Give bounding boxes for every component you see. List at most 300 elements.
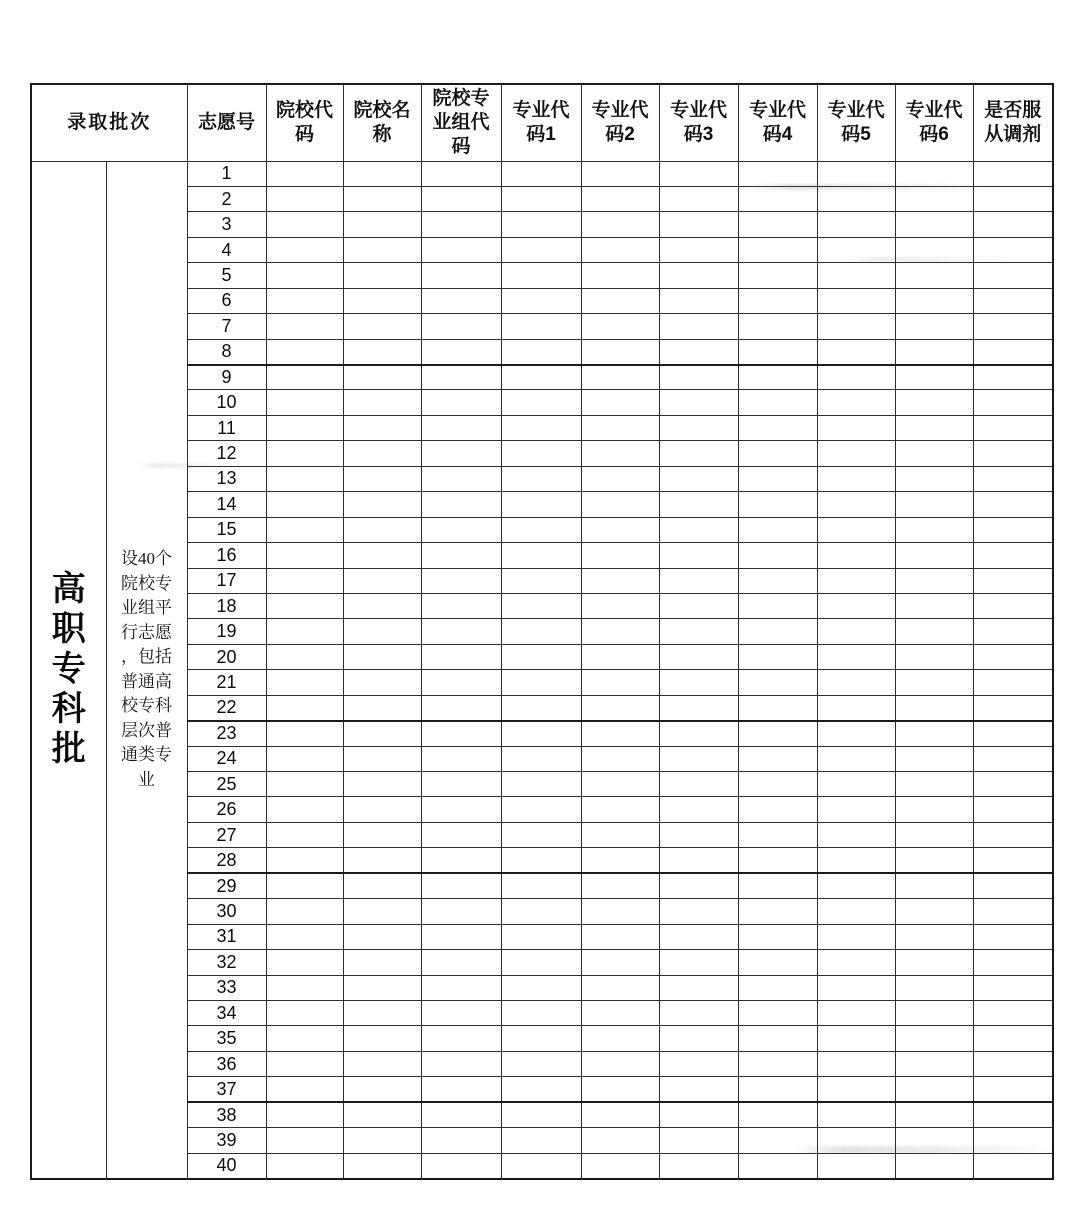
major-code-5-cell — [817, 1077, 895, 1102]
volunteer-number-cell: 36 — [187, 1051, 266, 1076]
major-code-2-cell — [581, 975, 659, 1000]
volunteer-number-cell: 21 — [187, 670, 266, 695]
institution-name-cell — [343, 1153, 421, 1178]
major-code-1-cell — [501, 1153, 581, 1178]
major-code-1-cell — [501, 619, 581, 644]
major-code-1-cell — [501, 390, 581, 415]
obey-adjustment-cell — [973, 314, 1053, 339]
major-code-1-cell — [501, 161, 581, 186]
major-code-1-cell — [501, 492, 581, 517]
major-code-2-cell — [581, 288, 659, 313]
volunteer-number-cell: 17 — [187, 568, 266, 593]
volunteer-number-cell: 10 — [187, 390, 266, 415]
institution-major-group-code-cell — [421, 1051, 501, 1076]
major-code-1-cell — [501, 1128, 581, 1153]
major-code-6-cell — [895, 1026, 973, 1051]
major-code-3-cell — [659, 848, 738, 873]
obey-adjustment-cell — [973, 568, 1053, 593]
major-code-2-cell — [581, 161, 659, 186]
major-code-3-cell — [659, 593, 738, 618]
volunteer-number-cell: 19 — [187, 619, 266, 644]
major-code-1-cell — [501, 415, 581, 440]
col-header-major-code-2: 专业代码2 — [581, 84, 659, 161]
major-code-2-cell — [581, 873, 659, 898]
major-code-6-cell — [895, 161, 973, 186]
institution-code-cell — [266, 593, 343, 618]
major-code-4-cell — [738, 822, 817, 847]
obey-adjustment-cell — [973, 746, 1053, 771]
major-code-2-cell — [581, 415, 659, 440]
major-code-6-cell — [895, 263, 973, 288]
major-code-3-cell — [659, 721, 738, 746]
institution-major-group-code-cell — [421, 492, 501, 517]
obey-adjustment-cell — [973, 670, 1053, 695]
major-code-3-cell — [659, 390, 738, 415]
institution-major-group-code-cell — [421, 415, 501, 440]
major-code-4-cell — [738, 517, 817, 542]
major-code-5-cell — [817, 212, 895, 237]
obey-adjustment-cell — [973, 365, 1053, 390]
major-code-1-cell — [501, 975, 581, 1000]
major-code-6-cell — [895, 568, 973, 593]
major-code-2-cell — [581, 568, 659, 593]
volunteer-number-cell: 1 — [187, 161, 266, 186]
institution-code-cell — [266, 695, 343, 720]
major-code-4-cell — [738, 441, 817, 466]
major-code-3-cell — [659, 873, 738, 898]
major-code-5-cell — [817, 339, 895, 364]
volunteer-number-cell: 37 — [187, 1077, 266, 1102]
obey-adjustment-cell — [973, 466, 1053, 491]
major-code-6-cell — [895, 390, 973, 415]
major-code-6-cell — [895, 950, 973, 975]
major-code-6-cell — [895, 415, 973, 440]
institution-major-group-code-cell — [421, 288, 501, 313]
major-code-3-cell — [659, 237, 738, 262]
institution-name-cell — [343, 161, 421, 186]
volunteer-number-cell: 2 — [187, 186, 266, 211]
major-code-3-cell — [659, 1077, 738, 1102]
col-header-institution-code: 院校代码 — [266, 84, 343, 161]
major-code-2-cell — [581, 848, 659, 873]
major-code-6-cell — [895, 695, 973, 720]
major-code-5-cell — [817, 899, 895, 924]
major-code-1-cell — [501, 1077, 581, 1102]
col-header-institution-name: 院校名称 — [343, 84, 421, 161]
major-code-5-cell — [817, 1102, 895, 1127]
obey-adjustment-cell — [973, 644, 1053, 669]
institution-major-group-code-cell — [421, 212, 501, 237]
institution-major-group-code-cell — [421, 593, 501, 618]
volunteer-application-table — [30, 83, 1054, 1180]
institution-name-cell — [343, 950, 421, 975]
col-header-major-code-5: 专业代码5 — [817, 84, 895, 161]
major-code-4-cell — [738, 492, 817, 517]
form-row-1 — [31, 161, 1053, 186]
major-code-5-cell — [817, 543, 895, 568]
major-code-6-cell — [895, 186, 973, 211]
major-code-2-cell — [581, 1153, 659, 1178]
major-code-4-cell — [738, 593, 817, 618]
institution-name-cell — [343, 822, 421, 847]
major-code-3-cell — [659, 517, 738, 542]
major-code-1-cell — [501, 441, 581, 466]
major-code-5-cell — [817, 466, 895, 491]
major-code-6-cell — [895, 644, 973, 669]
major-code-4-cell — [738, 975, 817, 1000]
institution-name-cell — [343, 873, 421, 898]
institution-code-cell — [266, 873, 343, 898]
obey-adjustment-cell — [973, 1026, 1053, 1051]
major-code-6-cell — [895, 924, 973, 949]
institution-name-cell — [343, 263, 421, 288]
major-code-1-cell — [501, 899, 581, 924]
institution-code-cell — [266, 339, 343, 364]
major-code-4-cell — [738, 568, 817, 593]
institution-code-cell — [266, 772, 343, 797]
major-code-1-cell — [501, 593, 581, 618]
volunteer-number-cell: 4 — [187, 237, 266, 262]
major-code-2-cell — [581, 797, 659, 822]
batch-note-cell — [106, 161, 187, 1179]
major-code-4-cell — [738, 212, 817, 237]
major-code-1-cell — [501, 186, 581, 211]
institution-code-cell — [266, 1051, 343, 1076]
volunteer-number-cell: 32 — [187, 950, 266, 975]
major-code-1-cell — [501, 797, 581, 822]
institution-name-cell — [343, 746, 421, 771]
major-code-1-cell — [501, 746, 581, 771]
major-code-3-cell — [659, 924, 738, 949]
obey-adjustment-cell — [973, 441, 1053, 466]
major-code-2-cell — [581, 772, 659, 797]
institution-code-cell — [266, 441, 343, 466]
major-code-4-cell — [738, 186, 817, 211]
institution-code-cell — [266, 797, 343, 822]
major-code-3-cell — [659, 822, 738, 847]
institution-major-group-code-cell — [421, 263, 501, 288]
major-code-6-cell — [895, 441, 973, 466]
batch-name-label: 高职专科批 — [51, 570, 86, 768]
major-code-4-cell — [738, 924, 817, 949]
institution-major-group-code-cell — [421, 365, 501, 390]
institution-code-cell — [266, 314, 343, 339]
institution-name-cell — [343, 543, 421, 568]
major-code-3-cell — [659, 975, 738, 1000]
major-code-3-cell — [659, 288, 738, 313]
volunteer-number-cell: 29 — [187, 873, 266, 898]
major-code-2-cell — [581, 314, 659, 339]
volunteer-number-cell: 28 — [187, 848, 266, 873]
major-code-2-cell — [581, 1102, 659, 1127]
institution-name-cell — [343, 644, 421, 669]
major-code-6-cell — [895, 619, 973, 644]
major-code-2-cell — [581, 1051, 659, 1076]
major-code-3-cell — [659, 1128, 738, 1153]
major-code-6-cell — [895, 1051, 973, 1076]
major-code-4-cell — [738, 161, 817, 186]
obey-adjustment-cell — [973, 950, 1053, 975]
institution-name-cell — [343, 568, 421, 593]
institution-code-cell — [266, 848, 343, 873]
institution-code-cell — [266, 1128, 343, 1153]
obey-adjustment-cell — [973, 161, 1053, 186]
major-code-2-cell — [581, 441, 659, 466]
major-code-3-cell — [659, 365, 738, 390]
major-code-6-cell — [895, 212, 973, 237]
major-code-2-cell — [581, 543, 659, 568]
major-code-6-cell — [895, 848, 973, 873]
major-code-5-cell — [817, 492, 895, 517]
major-code-4-cell — [738, 899, 817, 924]
col-header-admission-batch: 录取批次 — [31, 84, 187, 161]
major-code-5-cell — [817, 924, 895, 949]
major-code-5-cell — [817, 772, 895, 797]
major-code-6-cell — [895, 288, 973, 313]
major-code-2-cell — [581, 695, 659, 720]
major-code-5-cell — [817, 644, 895, 669]
institution-major-group-code-cell — [421, 390, 501, 415]
obey-adjustment-cell — [973, 848, 1053, 873]
major-code-5-cell — [817, 950, 895, 975]
major-code-4-cell — [738, 950, 817, 975]
obey-adjustment-cell — [973, 492, 1053, 517]
major-code-6-cell — [895, 721, 973, 746]
institution-major-group-code-cell — [421, 1077, 501, 1102]
major-code-2-cell — [581, 390, 659, 415]
major-code-5-cell — [817, 1026, 895, 1051]
institution-code-cell — [266, 415, 343, 440]
major-code-1-cell — [501, 237, 581, 262]
institution-name-cell — [343, 797, 421, 822]
institution-name-cell — [343, 1051, 421, 1076]
major-code-4-cell — [738, 644, 817, 669]
institution-major-group-code-cell — [421, 670, 501, 695]
major-code-1-cell — [501, 1026, 581, 1051]
major-code-4-cell — [738, 721, 817, 746]
major-code-2-cell — [581, 517, 659, 542]
major-code-5-cell — [817, 797, 895, 822]
institution-major-group-code-cell — [421, 746, 501, 771]
major-code-2-cell — [581, 670, 659, 695]
major-code-4-cell — [738, 1051, 817, 1076]
obey-adjustment-cell — [973, 339, 1053, 364]
major-code-4-cell — [738, 415, 817, 440]
major-code-4-cell — [738, 797, 817, 822]
institution-name-cell — [343, 695, 421, 720]
obey-adjustment-cell — [973, 1077, 1053, 1102]
institution-name-cell — [343, 772, 421, 797]
institution-major-group-code-cell — [421, 1102, 501, 1127]
obey-adjustment-cell — [973, 415, 1053, 440]
institution-major-group-code-cell — [421, 975, 501, 1000]
volunteer-number-cell: 5 — [187, 263, 266, 288]
batch-name-cell — [31, 161, 106, 1179]
major-code-6-cell — [895, 797, 973, 822]
institution-code-cell — [266, 517, 343, 542]
major-code-3-cell — [659, 670, 738, 695]
institution-name-cell — [343, 314, 421, 339]
volunteer-number-cell: 30 — [187, 899, 266, 924]
institution-major-group-code-cell — [421, 161, 501, 186]
institution-code-cell — [266, 568, 343, 593]
institution-code-cell — [266, 950, 343, 975]
institution-name-cell — [343, 237, 421, 262]
volunteer-number-cell: 7 — [187, 314, 266, 339]
major-code-6-cell — [895, 1153, 973, 1178]
volunteer-number-cell: 16 — [187, 543, 266, 568]
col-header-major-code-6: 专业代码6 — [895, 84, 973, 161]
major-code-6-cell — [895, 873, 973, 898]
obey-adjustment-cell — [973, 237, 1053, 262]
obey-adjustment-cell — [973, 1051, 1053, 1076]
major-code-6-cell — [895, 746, 973, 771]
obey-adjustment-cell — [973, 924, 1053, 949]
major-code-2-cell — [581, 237, 659, 262]
institution-major-group-code-cell — [421, 237, 501, 262]
major-code-4-cell — [738, 314, 817, 339]
institution-code-cell — [266, 1153, 343, 1178]
col-header-major-code-4: 专业代码4 — [738, 84, 817, 161]
major-code-3-cell — [659, 543, 738, 568]
institution-code-cell — [266, 237, 343, 262]
major-code-4-cell — [738, 695, 817, 720]
institution-major-group-code-cell — [421, 721, 501, 746]
obey-adjustment-cell — [973, 1128, 1053, 1153]
institution-code-cell — [266, 263, 343, 288]
major-code-5-cell — [817, 263, 895, 288]
obey-adjustment-cell — [973, 1000, 1053, 1025]
institution-code-cell — [266, 1000, 343, 1025]
col-header-major-code-3: 专业代码3 — [659, 84, 738, 161]
institution-name-cell — [343, 1102, 421, 1127]
institution-major-group-code-cell — [421, 339, 501, 364]
major-code-3-cell — [659, 1102, 738, 1127]
institution-name-cell — [343, 441, 421, 466]
header-row — [31, 84, 1053, 161]
institution-code-cell — [266, 543, 343, 568]
major-code-3-cell — [659, 212, 738, 237]
volunteer-number-cell: 34 — [187, 1000, 266, 1025]
major-code-6-cell — [895, 543, 973, 568]
major-code-5-cell — [817, 695, 895, 720]
institution-name-cell — [343, 670, 421, 695]
major-code-1-cell — [501, 517, 581, 542]
obey-adjustment-cell — [973, 721, 1053, 746]
institution-name-cell — [343, 975, 421, 1000]
major-code-2-cell — [581, 263, 659, 288]
volunteer-number-cell: 24 — [187, 746, 266, 771]
batch-note-text: 设40个院校专业组平行志愿，包括普通高校专科层次普通类专业 — [121, 549, 172, 789]
major-code-4-cell — [738, 237, 817, 262]
volunteer-number-cell: 39 — [187, 1128, 266, 1153]
major-code-6-cell — [895, 772, 973, 797]
major-code-5-cell — [817, 1051, 895, 1076]
major-code-1-cell — [501, 1051, 581, 1076]
major-code-3-cell — [659, 441, 738, 466]
major-code-6-cell — [895, 517, 973, 542]
institution-code-cell — [266, 186, 343, 211]
institution-name-cell — [343, 365, 421, 390]
major-code-2-cell — [581, 1128, 659, 1153]
major-code-4-cell — [738, 543, 817, 568]
major-code-3-cell — [659, 899, 738, 924]
institution-major-group-code-cell — [421, 848, 501, 873]
institution-code-cell — [266, 899, 343, 924]
major-code-6-cell — [895, 1000, 973, 1025]
major-code-1-cell — [501, 314, 581, 339]
major-code-2-cell — [581, 1077, 659, 1102]
obey-adjustment-cell — [973, 263, 1053, 288]
major-code-1-cell — [501, 568, 581, 593]
obey-adjustment-cell — [973, 619, 1053, 644]
major-code-1-cell — [501, 466, 581, 491]
institution-code-cell — [266, 975, 343, 1000]
institution-code-cell — [266, 924, 343, 949]
institution-code-cell — [266, 619, 343, 644]
major-code-6-cell — [895, 466, 973, 491]
major-code-6-cell — [895, 1128, 973, 1153]
col-header-obey-adjustment: 是否服从调剂 — [973, 84, 1053, 161]
institution-major-group-code-cell — [421, 441, 501, 466]
major-code-5-cell — [817, 822, 895, 847]
major-code-2-cell — [581, 822, 659, 847]
major-code-4-cell — [738, 466, 817, 491]
institution-name-cell — [343, 517, 421, 542]
volunteer-number-cell: 25 — [187, 772, 266, 797]
obey-adjustment-cell — [973, 797, 1053, 822]
major-code-6-cell — [895, 339, 973, 364]
col-header-major-code-1: 专业代码1 — [501, 84, 581, 161]
major-code-1-cell — [501, 543, 581, 568]
major-code-4-cell — [738, 288, 817, 313]
major-code-1-cell — [501, 873, 581, 898]
volunteer-number-cell: 14 — [187, 492, 266, 517]
institution-major-group-code-cell — [421, 1026, 501, 1051]
institution-code-cell — [266, 212, 343, 237]
institution-code-cell — [266, 670, 343, 695]
major-code-2-cell — [581, 365, 659, 390]
volunteer-number-cell: 27 — [187, 822, 266, 847]
institution-major-group-code-cell — [421, 1000, 501, 1025]
volunteer-number-cell: 31 — [187, 924, 266, 949]
institution-code-cell — [266, 746, 343, 771]
major-code-4-cell — [738, 619, 817, 644]
major-code-1-cell — [501, 670, 581, 695]
major-code-4-cell — [738, 772, 817, 797]
major-code-4-cell — [738, 746, 817, 771]
institution-name-cell — [343, 593, 421, 618]
institution-major-group-code-cell — [421, 186, 501, 211]
major-code-1-cell — [501, 212, 581, 237]
institution-name-cell — [343, 1026, 421, 1051]
major-code-1-cell — [501, 1102, 581, 1127]
institution-code-cell — [266, 1102, 343, 1127]
institution-code-cell — [266, 466, 343, 491]
institution-name-cell — [343, 721, 421, 746]
major-code-1-cell — [501, 1000, 581, 1025]
volunteer-number-cell: 6 — [187, 288, 266, 313]
volunteer-number-cell: 33 — [187, 975, 266, 1000]
major-code-2-cell — [581, 644, 659, 669]
volunteer-number-cell: 23 — [187, 721, 266, 746]
obey-adjustment-cell — [973, 975, 1053, 1000]
obey-adjustment-cell — [973, 543, 1053, 568]
major-code-5-cell — [817, 746, 895, 771]
major-code-5-cell — [817, 1000, 895, 1025]
major-code-2-cell — [581, 619, 659, 644]
major-code-2-cell — [581, 593, 659, 618]
